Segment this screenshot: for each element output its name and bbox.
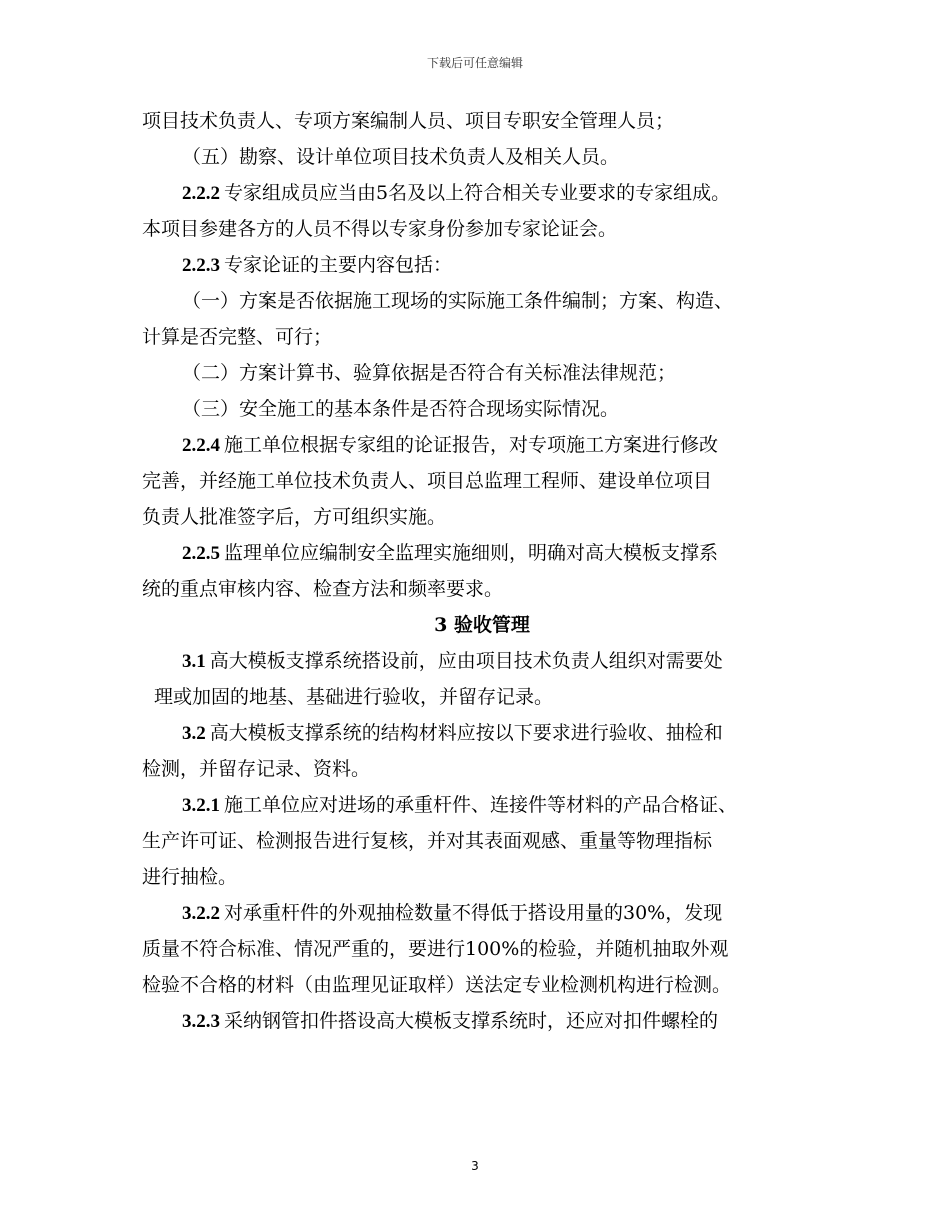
- clause-number: 2.2.4: [182, 435, 220, 456]
- text-line: 计算是否完整、可行；: [142, 326, 333, 348]
- text-line: 进行抽检。: [142, 866, 238, 888]
- clause-line: 2.2.4 施工单位根据专家组的论证报告，对专项施工方案进行修改: [182, 434, 719, 456]
- page-header: 下载后可任意编辑: [426, 56, 523, 70]
- clause-line: 2.2.5 监理单位应编制安全监理实施细则，明确对高大模板支撑系: [182, 542, 719, 564]
- text-line: （三）安全施工的基本条件是否符合现场实际情况。: [182, 398, 620, 420]
- clause-number: 2.2.5: [182, 543, 220, 564]
- text-line: （二）方案计算书、验算依据是否符合有关标准法律规范；: [182, 362, 677, 384]
- text-line: 项目技术负责人、专项方案编制人员、项目专职安全管理人员；: [142, 110, 675, 132]
- clause-number: 3.2.2: [182, 903, 220, 924]
- document-body: [142, 110, 822, 1046]
- clause-line: 3.2.1 施工单位应对进场的承重杆件、连接件等材料的产品合格证、: [182, 794, 738, 816]
- clause-number: 3.2: [182, 723, 206, 744]
- section-heading: 3 验收管理: [434, 614, 530, 636]
- clause-number: 3.2.3: [182, 1011, 220, 1032]
- text-line: 统的重点审核内容、检查方法和频率要求。: [142, 578, 504, 600]
- clause-line: 2.2.3 专家论证的主要内容包括：: [182, 254, 453, 276]
- text-line: （一）方案是否依据施工现场的实际施工条件编制；方案、构造、: [182, 290, 734, 312]
- clause-line: 3.2 高大模板支撑系统的结构材料应按以下要求进行验收、抽检和: [182, 722, 723, 744]
- text-line: 理或加固的地基、基础进行验收，并留存记录。: [154, 686, 554, 708]
- clause-line: 3.2.2 对承重杆件的外观抽检数量不得低于搭设用量的30%，发现: [182, 902, 723, 924]
- clause-number: 3.1: [182, 651, 206, 672]
- text-line: 生产许可证、检测报告进行复核，并对其表面观感、重量等物理指标: [142, 830, 713, 852]
- page-number: 3: [471, 1159, 479, 1173]
- clause-line: 2.2.2 专家组成员应当由5名及以上符合相关专业要求的专家组成。: [182, 182, 731, 204]
- text-line: 完善，并经施工单位技术负责人、项目总监理工程师、建设单位项目: [142, 470, 713, 492]
- text-line: 负责人批准签字后，方可组织实施。: [142, 506, 447, 528]
- text-line: （五）勘察、设计单位项目技术负责人及相关人员。: [182, 146, 620, 168]
- clause-number: 3.2.1: [182, 795, 220, 816]
- clause-number: 2.2.3: [182, 255, 220, 276]
- clause-line: 3.2.3 采纳钢管扣件搭设高大模板支撑系统时，还应对扣件螺栓的: [182, 1010, 719, 1032]
- clause-number: 2.2.2: [182, 183, 220, 204]
- text-line: 检测，并留存记录、资料。: [142, 758, 371, 780]
- text-line: 质量不符合标准、情况严重的，要进行100%的检验，并随机抽取外观: [142, 938, 729, 960]
- text-line: 检验不合格的材料（由监理见证取样）送法定专业检测机构进行检测。: [142, 974, 732, 996]
- clause-line: 3.1 高大模板支撑系统搭设前，应由项目技术负责人组织对需要处: [182, 650, 723, 672]
- text-line: 本项目参建各方的人员不得以专家身份参加专家论证会。: [142, 218, 618, 240]
